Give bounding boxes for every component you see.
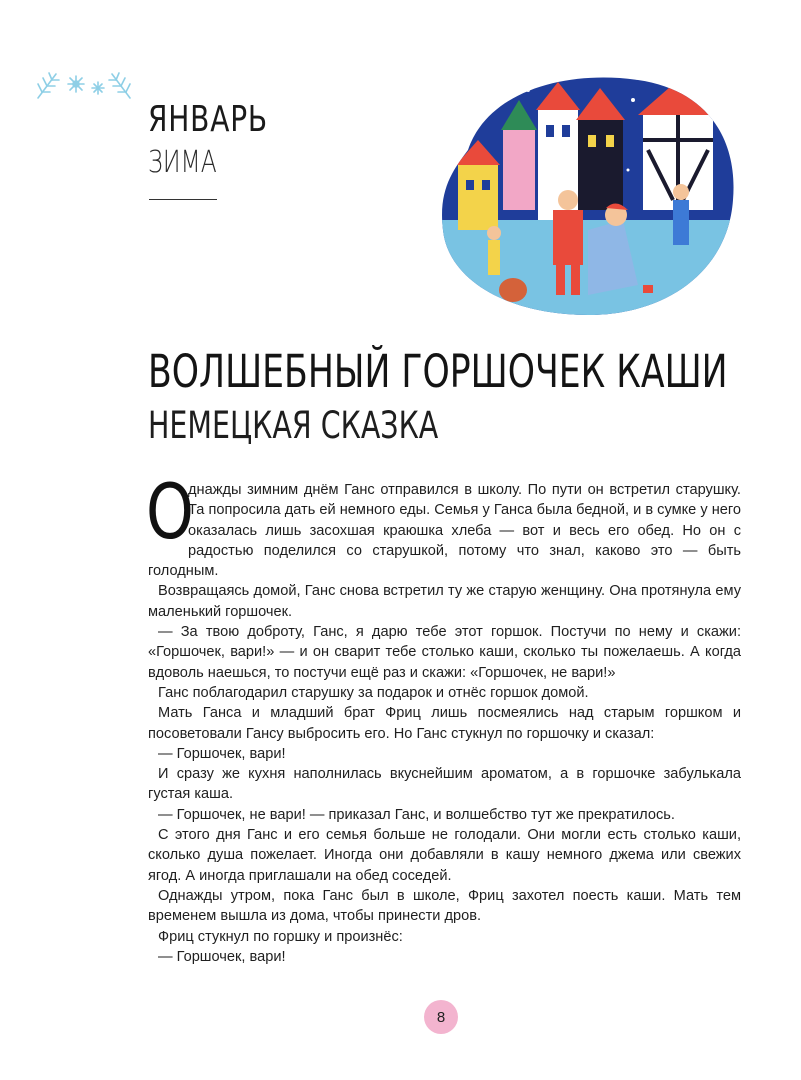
story-paragraph: С этого дня Ганс и его семья больше не голодали. Они могли есть столько каши, сколько душа пожелает. Иногда они добавляли в кашу немного джема или свежих ягод. А иногда приглашали на обед соседей.: [148, 827, 741, 884]
story-paragraph: И сразу же кухня наполнилась вкуснейшим ароматом, а в горшочке забулькала густая каша.: [148, 766, 741, 803]
season-heading: ЗИМА: [148, 145, 217, 180]
story-paragraph: Фриц стукнул по горшку и произнёс:: [158, 928, 403, 945]
story-paragraph: Ганс поблагодарил старушку за подарок и отнёс горшок домой.: [158, 684, 589, 701]
story-title: ВОЛШЕБНЫЙ ГОРШОЧЕК КАШИ: [148, 345, 728, 398]
story-paragraph: О днажды зимним днём Ганс отправился в школу. По пути он встретил старушку. Та попросила дать ей немного еды. Семья у Ганса была бедной, и в сумке у него оказалась лишь засохшая краюшка хлеба — вот и весь его обед. Но он с радостью поделился со старушкой, потому что знал, каково это — быть голодным.: [146, 467, 741, 580]
story-subtitle: НЕМЕЦКАЯ СКАЗКА: [148, 404, 439, 447]
page-number-badge: 8: [424, 1000, 458, 1034]
story-paragraph: — Горшочек, вари!: [158, 948, 286, 965]
divider: [149, 199, 217, 200]
snowflake-decoration-icon: [34, 66, 134, 106]
story-paragraph: — За твою доброту, Ганс, я дарю тебе этот горшок. Постучи по нему и скажи: «Горшочек, вари!» — и он сварит тебе столько каши, сколько ты пожелаешь. А когда вдоволь наешься, то постучи ещё раз и скажи: «Горшочек, не вари!»: [148, 624, 741, 681]
story-paragraph: — Горшочек, вари!: [158, 745, 286, 762]
story-paragraph: Мать Ганса и младший брат Фриц лишь посмеялись над старым горшком и посоветовали Гансу выбросить его. Но Ганс стукнул по горшочку и сказал:: [148, 705, 741, 742]
story-paragraph: — Горшочек, не вари! — приказал Ганс, и волшебство тут же прекратилось.: [158, 806, 675, 823]
story-text: [146, 467, 741, 967]
story-paragraph: Возвращаясь домой, Ганс снова встретил ту же старую женщину. Она протянула ему маленький горшочек.: [148, 583, 741, 620]
month-heading: ЯНВАРЬ: [148, 99, 268, 140]
drop-cap: О: [146, 467, 194, 556]
story-paragraph: Однажды утром, пока Ганс был в школе, Фриц захотел поесть каши. Мать тем временем вышла из дома, чтобы принести дров.: [148, 887, 741, 925]
village-illustration: [438, 70, 738, 320]
